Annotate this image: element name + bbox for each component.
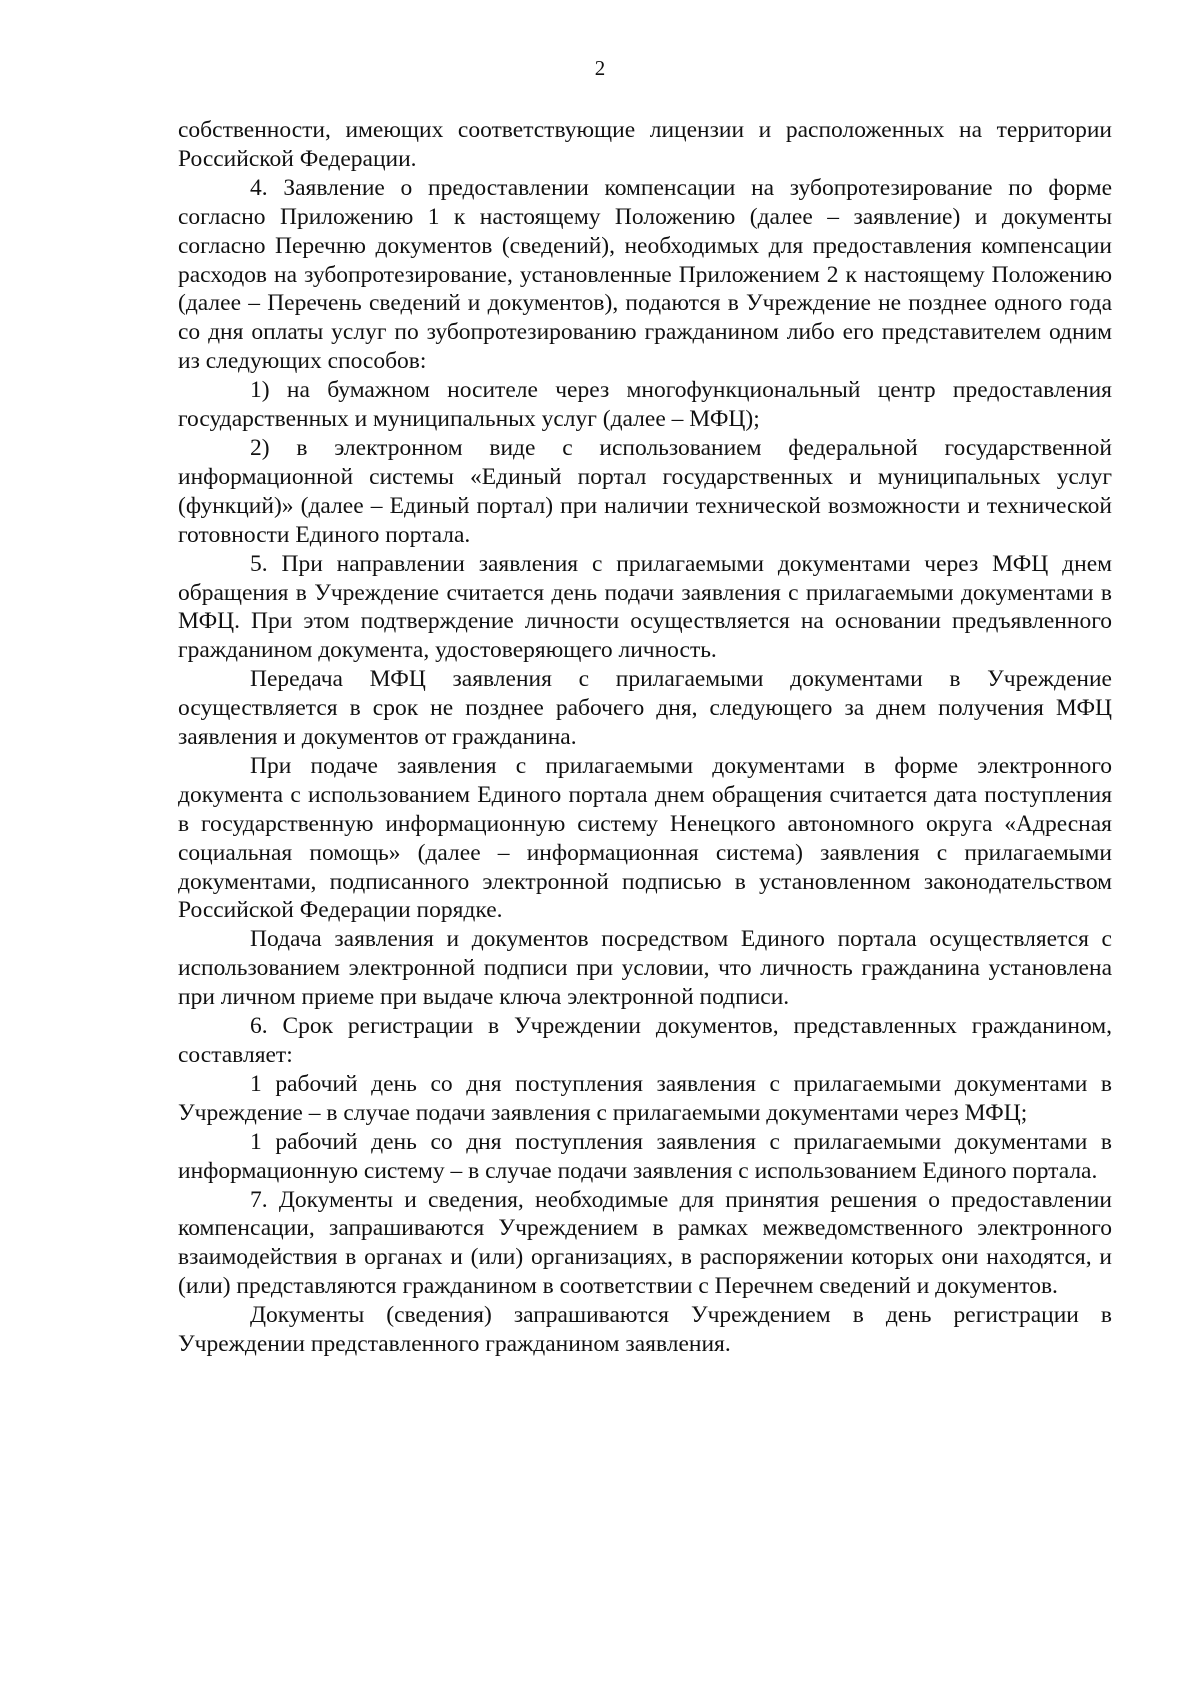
paragraph-registration-portal: 1 рабочий день со дня поступления заявления с прилагаемыми документами в информационную систему – в случае подачи заявления с использованием Единого портала.: [178, 1128, 1112, 1184]
paragraph-registration-mfc: 1 рабочий день со дня поступления заявления с прилагаемыми документами в Учреждение – в случае подачи заявления с прилагаемыми документами через МФЦ;: [178, 1070, 1112, 1126]
paragraph-item-6: 6. Срок регистрации в Учреждении документов, представленных гражданином, составляет:: [178, 1013, 1112, 1068]
paragraph-continuation: собственности, имеющих соответствующие лицензии и расположенных на территории Российской Федерации.: [178, 117, 1112, 172]
paragraph-electronic-submission: При подаче заявления с прилагаемыми документами в форме электронного документа с использованием Единого портала днем обращения считается дата поступления в государственную информационную систему Ненецкого автономного округа «Адресная социальная помощь» (далее – информационная система) заявления с прилагаемыми документами, подписанного электронной подписью в установленном законодательством Российской Федерации порядке.: [178, 752, 1112, 924]
paragraph-documents-request: Документы (сведения) запрашиваются Учреждением в день регистрации в Учреждении представленного гражданином заявления.: [178, 1302, 1112, 1358]
paragraph-electronic-signature: Подача заявления и документов посредством Единого портала осуществляется с использованием электронной подписи при условии, что личность гражданина установлена при личном приеме при выдаче ключа электронной подписи.: [178, 926, 1112, 1011]
document-body: [178, 116, 1112, 1359]
paragraph-subitem-2: 2) в электронном виде с использованием федеральной государственной информационной системы «Единый портал государственных и муниципальных услуг (функций)» (далее – Единый портал) при наличии технической возможности и технической готовности Единого портала.: [178, 434, 1112, 548]
paragraph-subitem-1: 1) на бумажном носителе через многофункциональный центр предоставления государственных и муниципальных услуг (далее – МФЦ);: [178, 377, 1112, 433]
paragraph-item-7: 7. Документы и сведения, необходимые для принятия решения о предоставлении компенсации, запрашиваются Учреждением в рамках межведомственного электронного взаимодействия в органах и (или) организациях, в распоряжении которых они находятся, и (или) представляются гражданином в соответствии с Перечнем сведений и документов.: [178, 1186, 1112, 1300]
paragraph-mfc-transfer: Передача МФЦ заявления с прилагаемыми документами в Учреждение осуществляется в срок не позднее рабочего дня, следующего за днем получения МФЦ заявления и документов от гражданина.: [178, 666, 1112, 751]
page-number: 2: [594, 56, 606, 80]
paragraph-item-5: 5. При направлении заявления с прилагаемыми документами через МФЦ днем обращения в Учреждение считается день подачи заявления с прилагаемыми документами в МФЦ. При этом подтверждение личности осуществляется на основании предъявленного гражданином документа, удостоверяющего личность.: [178, 550, 1112, 664]
paragraph-item-4: 4. Заявление о предоставлении компенсации на зубопротезирование по форме согласно Приложению 1 к настоящему Положению (далее – заявление) и документы согласно Перечню документов (сведений), необходимых для предоставления компенсации расходов на зубопротезирование, установленные Приложением 2 к настоящему Положению (далее – Перечень сведений и документов), подаются в Учреждение не позднее одного года со дня оплаты услуг по зубопротезированию гражданином либо его представителем одним из следующих способов:: [178, 174, 1112, 375]
